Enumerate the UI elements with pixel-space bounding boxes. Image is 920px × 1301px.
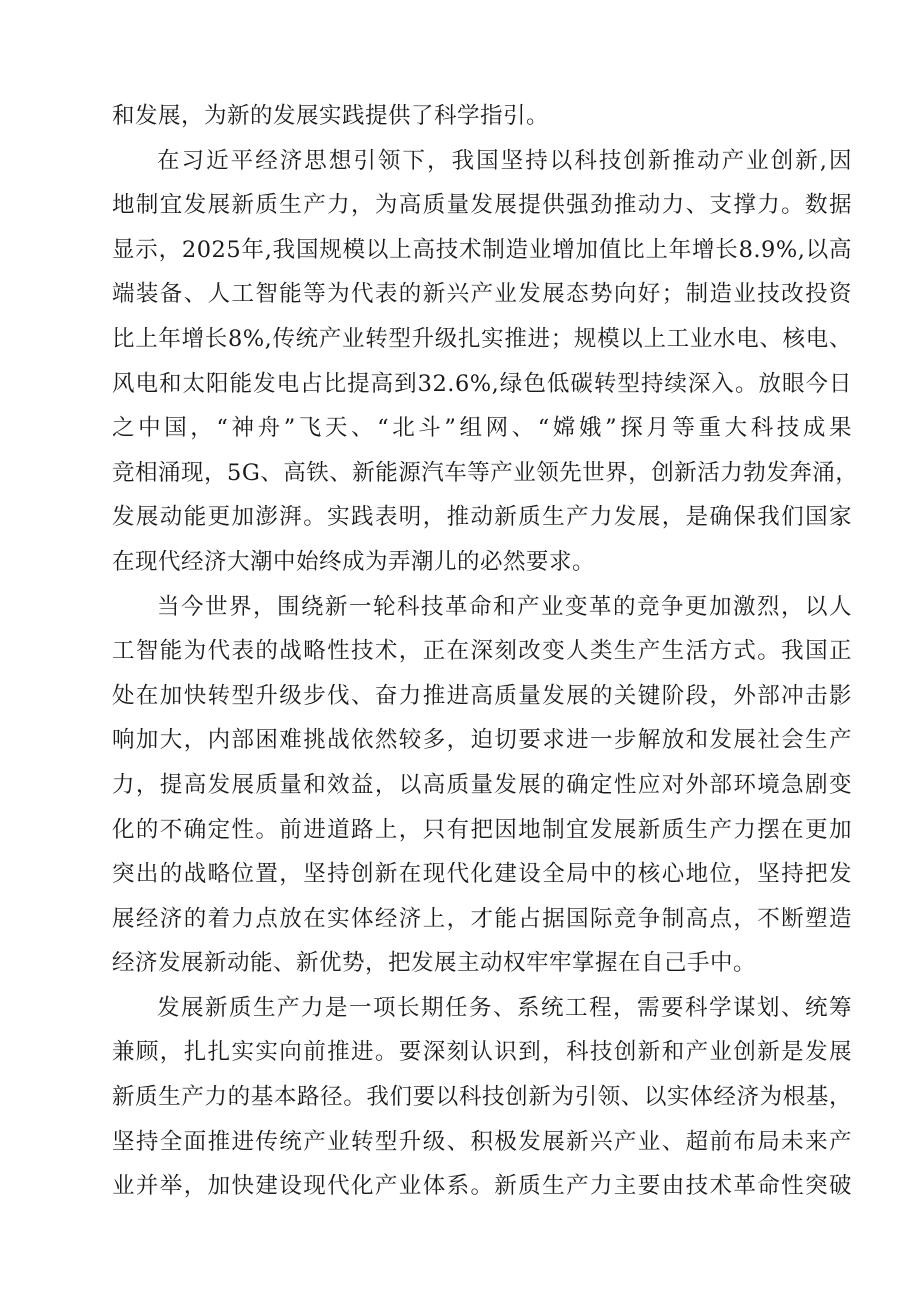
text-line: 风电和太阳能发电占比提高到32.6%,绿色低碳转型持续深入。放眼今日 (112, 370, 852, 397)
text-line: 比上年增长8%,传统产业转型升级扎实推进；规模以上工业水电、核电、 (112, 325, 852, 352)
text-line: 工智能为代表的战略性技术，正在深刻改变人类生产生活方式。我国正 (112, 638, 852, 665)
document-body (112, 94, 859, 1209)
text-line: 竞相涌现，5G、高铁、新能源汽车等产业领先世界，创新活力勃发奔涌， (112, 459, 859, 486)
text-line: 发展动能更加澎湃。实践表明，推动新质生产力发展，是确保我们国家 (112, 504, 852, 531)
text-line: 发展新质生产力是一项长期任务、系统工程，需要科学谋划、统筹 (157, 994, 852, 1021)
text-line: 响加大，内部困难挑战依然较多，迫切要求进一步解放和发展社会生产 (112, 727, 852, 754)
text-line: 显示，2025年,我国规模以上高技术制造业增加值比上年增长8.9%,以高 (112, 236, 852, 263)
text-line: 坚持全面推进传统产业转型升级、积极发展新兴产业、超前布局未来产 (112, 1128, 852, 1155)
paragraph (112, 94, 852, 139)
text-line: 之中国，“神舟”飞天、“北斗”组网、“嫦娥”探月等重大科技成果 (112, 415, 852, 442)
text-line: 在习近平经济思想引领下，我国坚持以科技创新推动产业创新,因 (157, 147, 852, 174)
text-line: 业并举，加快建设现代化产业体系。新质生产力主要由技术革命性突破 (112, 1173, 852, 1200)
text-line: 突出的战略位置，坚持创新在现代化建设全局中的核心地位，坚持把发 (112, 861, 852, 888)
text-line: 地制宜发展新质生产力，为高质量发展提供强劲推动力、支撑力。数据 (112, 192, 852, 219)
text-line: 经济发展新动能、新优势，把发展主动权牢牢掌握在自己手中。 (112, 950, 757, 977)
text-line: 力，提高发展质量和效益，以高质量发展的确定性应对外部环境急剧变 (112, 771, 852, 798)
paragraph (112, 139, 859, 585)
text-line: 兼顾，扎扎实实向前推进。要深刻认识到，科技创新和产业创新是发展 (112, 1039, 852, 1066)
text-line: 端装备、人工智能等为代表的新兴产业发展态势向好；制造业技改投资 (112, 281, 852, 308)
text-line: 处在加快转型升级步伐、奋力推进高质量发展的关键阶段，外部冲击影 (112, 682, 852, 709)
text-line: 新质生产力的基本路径。我们要以科技创新为引领、以实体经济为根基， (112, 1084, 852, 1111)
text-line: 当今世界，围绕新一轮科技革命和产业变革的竞争更加激烈，以人 (157, 593, 852, 620)
text-line: 和发展，为新的发展实践提供了科学指引。 (112, 103, 550, 129)
text-line: 展经济的着力点放在实体经济上，才能占据国际竞争制高点，不断塑造 (112, 905, 852, 932)
paragraph (112, 986, 852, 1209)
text-line: 化的不确定性。前进道路上，只有把因地制宜发展新质生产力摆在更加 (112, 816, 852, 843)
paragraph (112, 585, 852, 986)
text-line: 在现代经济大潮中始终成为弄潮儿的必然要求。 (112, 548, 596, 575)
